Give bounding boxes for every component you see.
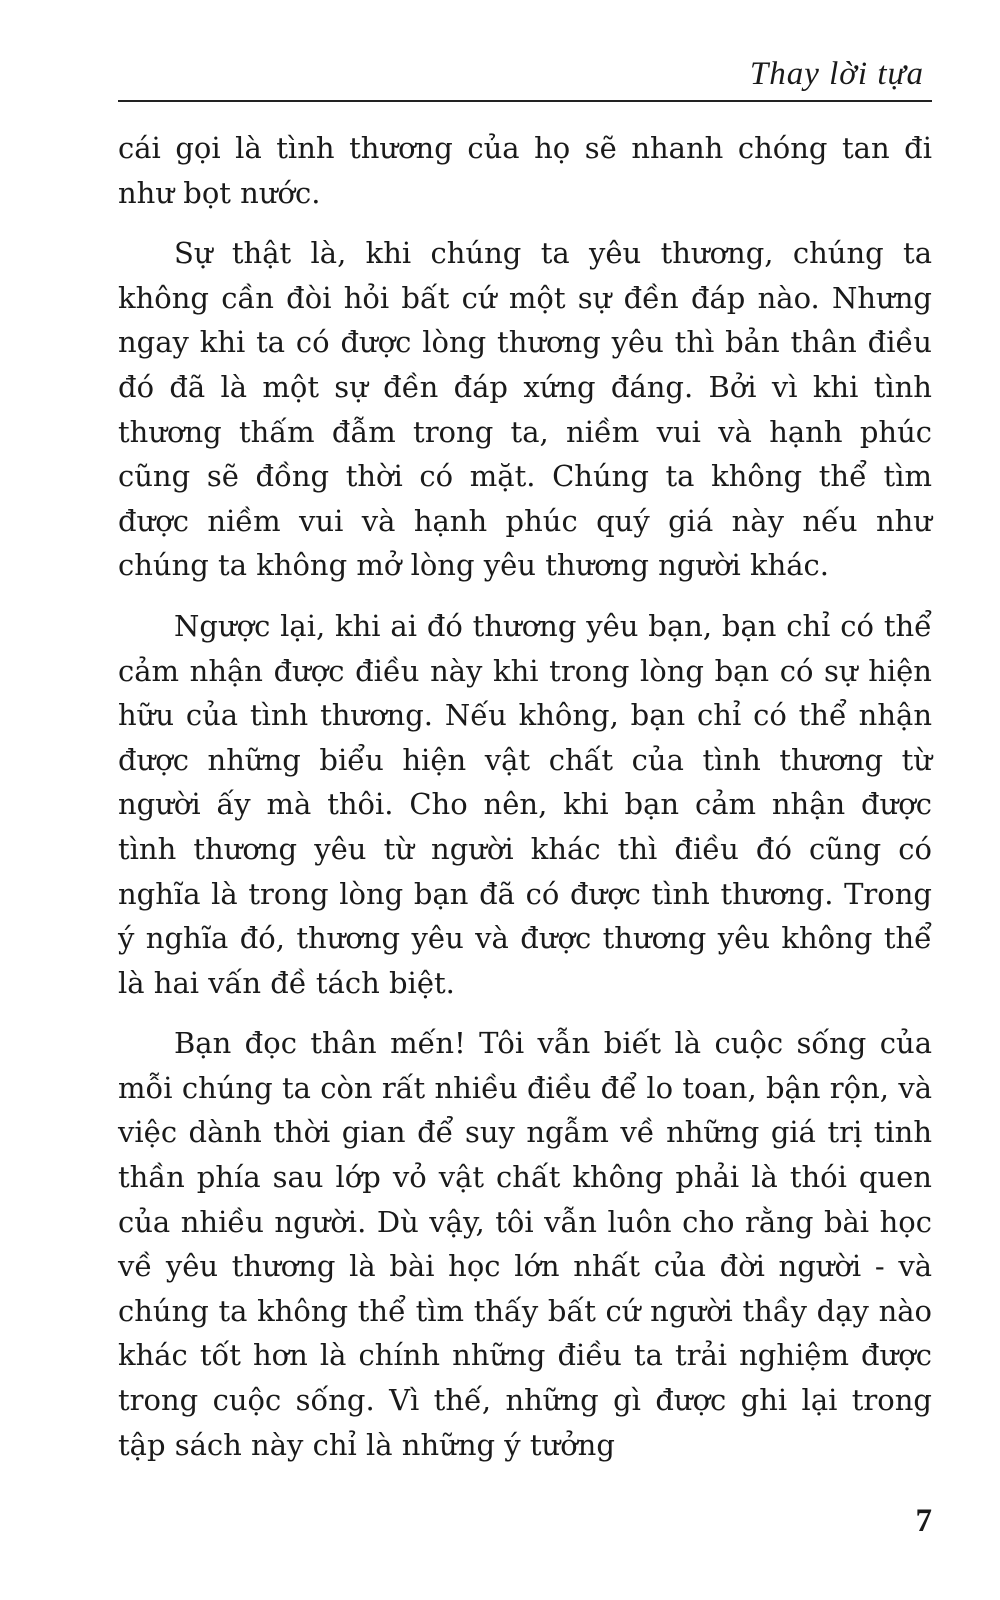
paragraph: Ngược lại, khi ai đó thương yêu bạn, bạn chỉ có thể cảm nhận được điều này khi trong lòng bạn có sự hiện hữu của tình thương. Nếu không, bạn chỉ có thể nhận được những biểu hiện vật chất của tình thương từ người ấy mà thôi. Cho nên, khi bạn cảm nhận được tình thương yêu từ người khác thì điều đó cũng có nghĩa là trong lòng bạn đã có được tình thương. Trong ý nghĩa đó, thương yêu và được thương yêu không thể là hai vấn đề tách biệt. (118, 608, 932, 1000)
paragraph: Bạn đọc thân mến! Tôi vẫn biết là cuộc sống của mỗi chúng ta còn rất nhiều điều để lo toan, bận rộn, và việc dành thời gian để suy ngẫm về những giá trị tinh thần phía sau lớp vỏ vật chất không phải là thói quen của nhiều người. Dù vậy, tôi vẫn luôn cho rằng bài học về yêu thương là bài học lớn nhất của đời người - và chúng ta không thể tìm thấy bất cứ người thầy dạy nào khác tốt hơn là chính những điều ta trải nghiệm được trong cuộc sống. Vì thế, những gì được ghi lại trong tập sách này chỉ là những ý tưởng (118, 1026, 932, 1462)
body-text (118, 126, 932, 1483)
paragraph-continued: cái gọi là tình thương của họ sẽ nhanh chóng tan đi như bọt nước. (118, 131, 932, 210)
running-header (118, 52, 932, 102)
running-title: Thay lời tựa (749, 56, 924, 92)
paragraph: Sự thật là, khi chúng ta yêu thương, chúng ta không cần đòi hỏi bất cứ một sự đền đáp nào. Nhưng ngay khi ta có được lòng thương yêu thì bản thân điều đó đã là một sự đền đáp xứng đáng. Bởi vì khi tình thương thấm đẫm trong ta, niềm vui và hạnh phúc cũng sẽ đồng thời có mặt. Chúng ta không thể tìm được niềm vui và hạnh phúc quý giá này nếu như chúng ta không mở lòng yêu thương người khác. (118, 236, 932, 583)
page-number: 7 (915, 1503, 932, 1539)
